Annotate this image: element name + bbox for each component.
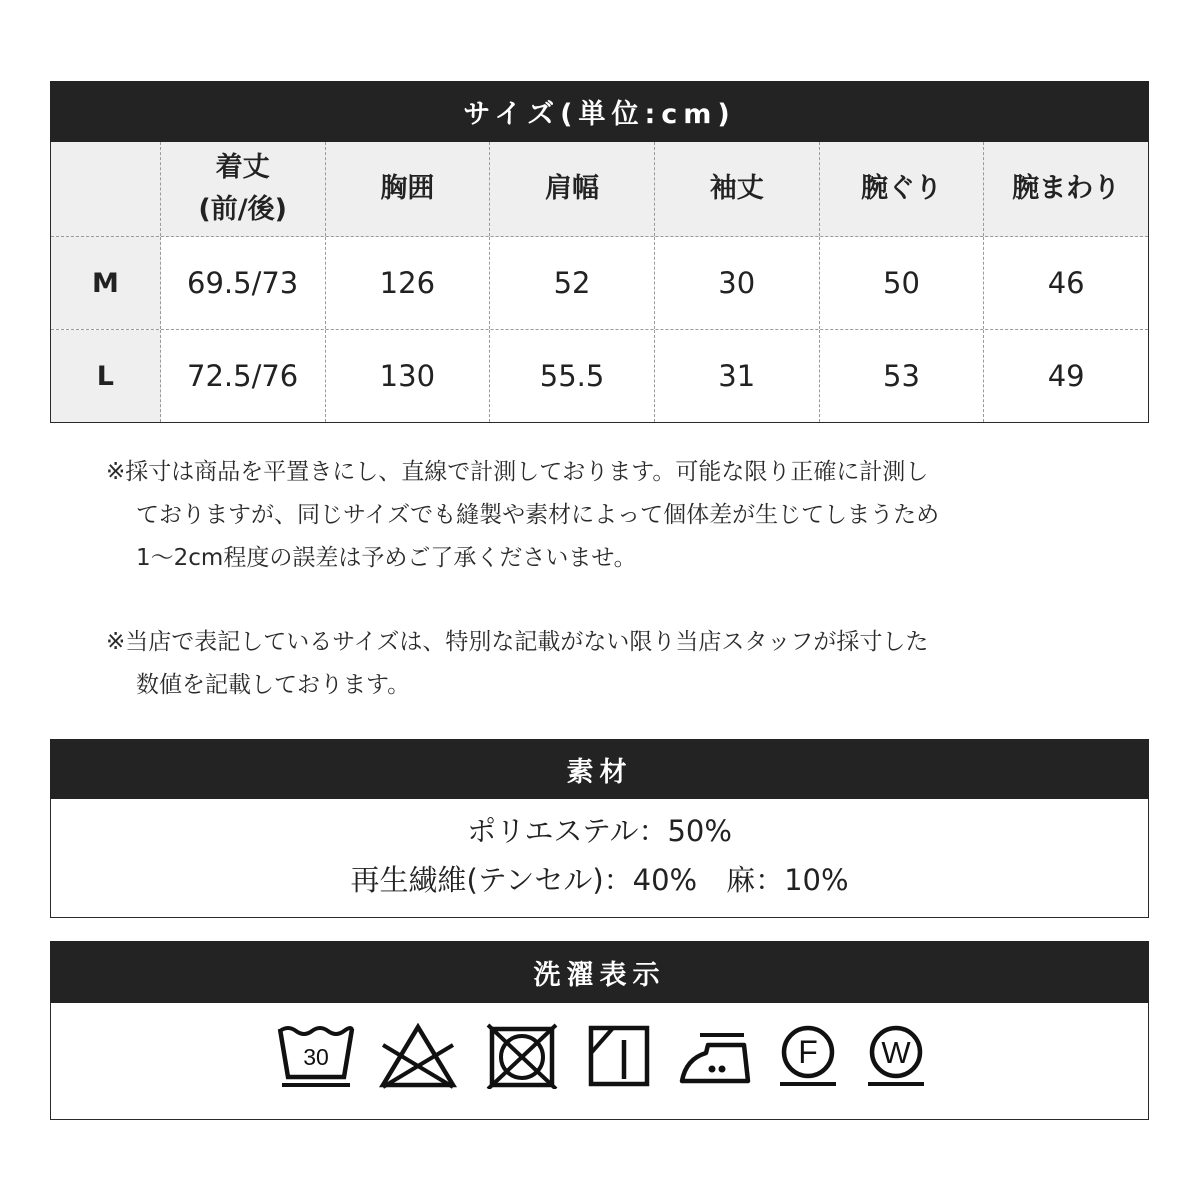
table-cell: 52 [490, 237, 655, 329]
material-line-1: ポリエステル：50% [467, 814, 732, 848]
dry-clean-letter: F [798, 1034, 818, 1070]
material-line-2: 再生繊維(テンセル)：40% 麻：10% [350, 863, 849, 897]
care-icons-row [50, 1003, 1149, 1120]
line-dry-shade-icon [587, 1023, 651, 1089]
care-section-title: 洗濯表示 [50, 941, 1149, 1003]
header-shoulder: 肩幅 [490, 142, 655, 236]
size-section-title: サイズ(単位:cm) [50, 81, 1149, 142]
header-sleeve: 袖丈 [655, 142, 820, 236]
table-cell: 49 [1047, 359, 1085, 393]
table-row [51, 237, 1148, 330]
table-cell: 31 [655, 330, 820, 422]
wet-clean-w-icon [865, 1023, 927, 1089]
table-cell: 30 [655, 237, 820, 329]
material-section-title: 素材 [50, 739, 1149, 799]
table-cell: 130 [326, 330, 491, 422]
dry-clean-f-icon [778, 1023, 838, 1089]
wash-temperature-label: 30 [303, 1044, 329, 1070]
wet-clean-letter: W [881, 1035, 911, 1070]
header-chest: 胸囲 [326, 142, 491, 236]
corner-cell [51, 142, 161, 236]
staff-measurement-note: ※当店で表記しているサイズは、特別な記載がない限り当店スタッフが採寸した 数値を記載しております。 [106, 629, 929, 698]
table-cell: 53 [820, 330, 985, 422]
table-cell: 55.5 [490, 330, 655, 422]
table-cell: 126 [326, 237, 491, 329]
material-body [50, 799, 1149, 918]
no-bleach-icon [379, 1023, 457, 1089]
size-label: M [51, 237, 161, 329]
header-armhole: 腕ぐり [820, 142, 985, 236]
table-cell: 50 [820, 237, 985, 329]
table-cell: 69.5/73 [161, 237, 326, 329]
no-tumble-dry-icon [486, 1023, 558, 1089]
wash-30-tub-icon [276, 1023, 356, 1089]
size-table [50, 142, 1149, 423]
table-cell: 72.5/76 [161, 330, 326, 422]
header-arm-circumference: 腕まわり [1012, 173, 1121, 204]
measurement-note: ※採寸は商品を平置きにし、直線で計測しております。可能な限り正確に計測し ておりますが、同じサイズでも縫製や素材によって個体差が生じてしまうため 1～2cm程度の誤差は予めご了承くださいませ。 [106, 459, 940, 571]
size-label: L [51, 330, 161, 422]
table-row [51, 330, 1148, 422]
size-table-header-row [51, 142, 1148, 237]
header-length: 着丈 (前/後) [161, 142, 326, 236]
table-cell: 46 [1047, 266, 1085, 300]
iron-low-icon [678, 1023, 752, 1089]
